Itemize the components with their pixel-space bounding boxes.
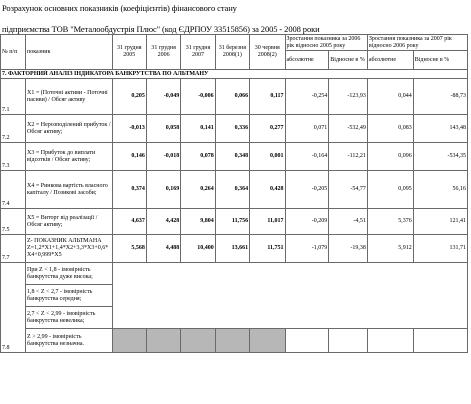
criteria-number-cell (1, 285, 26, 307)
row-number: 7.8 (1, 329, 26, 353)
rel-growth-2: 131,71 (413, 235, 467, 263)
header-rel-1: Відносне в % (329, 51, 368, 70)
row-label: X3 = Прибуток до виплати відсотків / Обсяг активу; (26, 143, 113, 171)
header-date-2: 31 грудня 2006 (146, 35, 180, 70)
row-number: 7.4 (1, 171, 26, 209)
value-cell: 11,751 (250, 235, 285, 263)
abs-growth-2: 0,083 (367, 115, 413, 143)
table-row (1, 115, 468, 143)
shaded-cell (146, 329, 180, 353)
value-cell: 4,488 (146, 235, 180, 263)
abs-growth-1: -1,079 (285, 235, 329, 263)
row-label: X2 = Нерозподілений прибуток / Обсяг активу; (26, 115, 113, 143)
header-indicator: показник (26, 35, 113, 70)
abs-growth-2: 0,096 (367, 143, 413, 171)
rel-growth-1: -123,93 (329, 79, 368, 115)
value-cell: 0,348 (215, 143, 249, 171)
empty-cell (367, 329, 413, 353)
value-cell: -0,006 (181, 79, 215, 115)
rel-growth-2: -534,35 (413, 143, 467, 171)
criteria-text: При Z < 1,8 - імовірність банкрутства дуже висока; (26, 263, 113, 285)
row-number: 7.7 (1, 235, 26, 263)
row-number: 7.1 (1, 79, 26, 115)
shaded-cell (250, 329, 285, 353)
criteria-text: 2,7 < Z < 2,99 - імовірність банкрутства невелика; (26, 307, 113, 329)
criteria-text: 1,8 < Z < 2,7 - імовірність банкрутства середня; (26, 285, 113, 307)
section-title: 7. ФАКТОРНИЙ АНАЛІЗ ІНДИКАТОРА БАНКРУТСТВА ПО АЛЬТМАНУ (1, 70, 468, 79)
value-cell: 10,400 (181, 235, 215, 263)
criteria-blank (112, 285, 467, 307)
criteria-row (1, 329, 468, 353)
rel-growth-1: -532,49 (329, 115, 368, 143)
criteria-blank (112, 263, 467, 285)
rel-growth-1: -4,51 (329, 209, 368, 235)
value-cell: 0,277 (250, 115, 285, 143)
value-cell: -0,049 (146, 79, 180, 115)
value-cell: 9,804 (181, 209, 215, 235)
abs-growth-2: 0,044 (367, 79, 413, 115)
value-cell: 11,017 (250, 209, 285, 235)
shaded-cell (112, 329, 146, 353)
abs-growth-1: -0,254 (285, 79, 329, 115)
rel-growth-2: 56,16 (413, 171, 467, 209)
table-row (1, 209, 468, 235)
abs-growth-2: 5,912 (367, 235, 413, 263)
value-cell: 0,141 (181, 115, 215, 143)
abs-growth-1: -0,205 (285, 171, 329, 209)
criteria-blank (112, 307, 467, 329)
abs-growth-2: 0,095 (367, 171, 413, 209)
value-cell: 4,428 (146, 209, 180, 235)
value-cell: -0,018 (146, 143, 180, 171)
value-cell: 0,066 (215, 79, 249, 115)
value-cell: 0,001 (250, 143, 285, 171)
header-date-4: 31 березня 2008(1) (215, 35, 249, 70)
abs-growth-1: -0,164 (285, 143, 329, 171)
value-cell: 4,637 (112, 209, 146, 235)
shaded-cell (215, 329, 249, 353)
value-cell: 5,568 (112, 235, 146, 263)
abs-growth-1: 0,071 (285, 115, 329, 143)
table-row (1, 79, 468, 115)
value-cell: 0,336 (215, 115, 249, 143)
rel-growth-2: 143,48 (413, 115, 467, 143)
altman-z-row (1, 235, 468, 263)
criteria-row (1, 263, 468, 285)
criteria-row (1, 307, 468, 329)
header-growth-2007: Зростання показника за 2007 рік відносно 2006 року (367, 35, 467, 51)
rel-growth-2: 121,41 (413, 209, 467, 235)
header-growth-2006: Зростання показника за 2006 рік відносно 2005 року (285, 35, 367, 51)
section-row (1, 70, 468, 79)
value-cell: 0,205 (112, 79, 146, 115)
criteria-number-cell (1, 263, 26, 285)
value-cell: 11,756 (215, 209, 249, 235)
row-number: 7.5 (1, 209, 26, 235)
criteria-number-cell (1, 307, 26, 329)
rel-growth-2: -88,73 (413, 79, 467, 115)
empty-cell (285, 329, 329, 353)
value-cell: 0,078 (181, 143, 215, 171)
header-rel-2: Відносне в % (413, 51, 467, 70)
header-abs-1: абсолютне (285, 51, 329, 70)
row-label: X5 = Виторг від реалізації / Обсяг активу; (26, 209, 113, 235)
row-label: X1 = (Поточні активи - Поточні пасиви) / Обсяг активу (26, 79, 113, 115)
abs-growth-2: 5,376 (367, 209, 413, 235)
rel-growth-1: -112,21 (329, 143, 368, 171)
header-abs-2: абсолютне (367, 51, 413, 70)
row-number: 7.3 (1, 143, 26, 171)
value-cell: 0,146 (112, 143, 146, 171)
header-date-3: 31 грудня 2007 (181, 35, 215, 70)
empty-cell (413, 329, 467, 353)
document-subtitle: підприємства ТОВ "Металообдустрія Плюс" (код ЄДРПОУ 33515856) за 2005 - 2008 роки (2, 24, 320, 34)
row-number: 7.2 (1, 115, 26, 143)
criteria-row (1, 285, 468, 307)
value-cell: 0,117 (250, 79, 285, 115)
value-cell: 0,374 (112, 171, 146, 209)
shaded-cell (181, 329, 215, 353)
value-cell: 0,058 (146, 115, 180, 143)
rel-growth-1: -54,77 (329, 171, 368, 209)
empty-cell (329, 329, 368, 353)
header-no: № п/п (1, 35, 26, 70)
criteria-text: Z > 2,99 - імовірність банкрутства незначна. (26, 329, 113, 353)
value-cell: 0,364 (215, 171, 249, 209)
abs-growth-1: -0,209 (285, 209, 329, 235)
value-cell: 0,264 (181, 171, 215, 209)
rel-growth-1: -19,38 (329, 235, 368, 263)
table-row (1, 143, 468, 171)
document-title: Розрахунок основних показників (коефіцієнтів) фінансового стану (2, 3, 237, 13)
row-label: X4 = Ринкова вартість власного капіталу / Позикові засоби; (26, 171, 113, 209)
header-row-1 (1, 35, 468, 51)
header-date-1: 31 грудня 2005 (112, 35, 146, 70)
value-cell: 0,169 (146, 171, 180, 209)
value-cell: 0,428 (250, 171, 285, 209)
row-label: Z- ПОКАЗНИК АЛЬТМАНА Z=1,2*X1+1,4*X2+3,3*X3+0,6* X4+0,999*X5 (26, 235, 113, 263)
value-cell: 13,661 (215, 235, 249, 263)
header-date-5: 30 червня 2008(2) (250, 35, 285, 70)
table-row (1, 171, 468, 209)
value-cell: -0,013 (112, 115, 146, 143)
financial-indicators-table (0, 34, 468, 353)
